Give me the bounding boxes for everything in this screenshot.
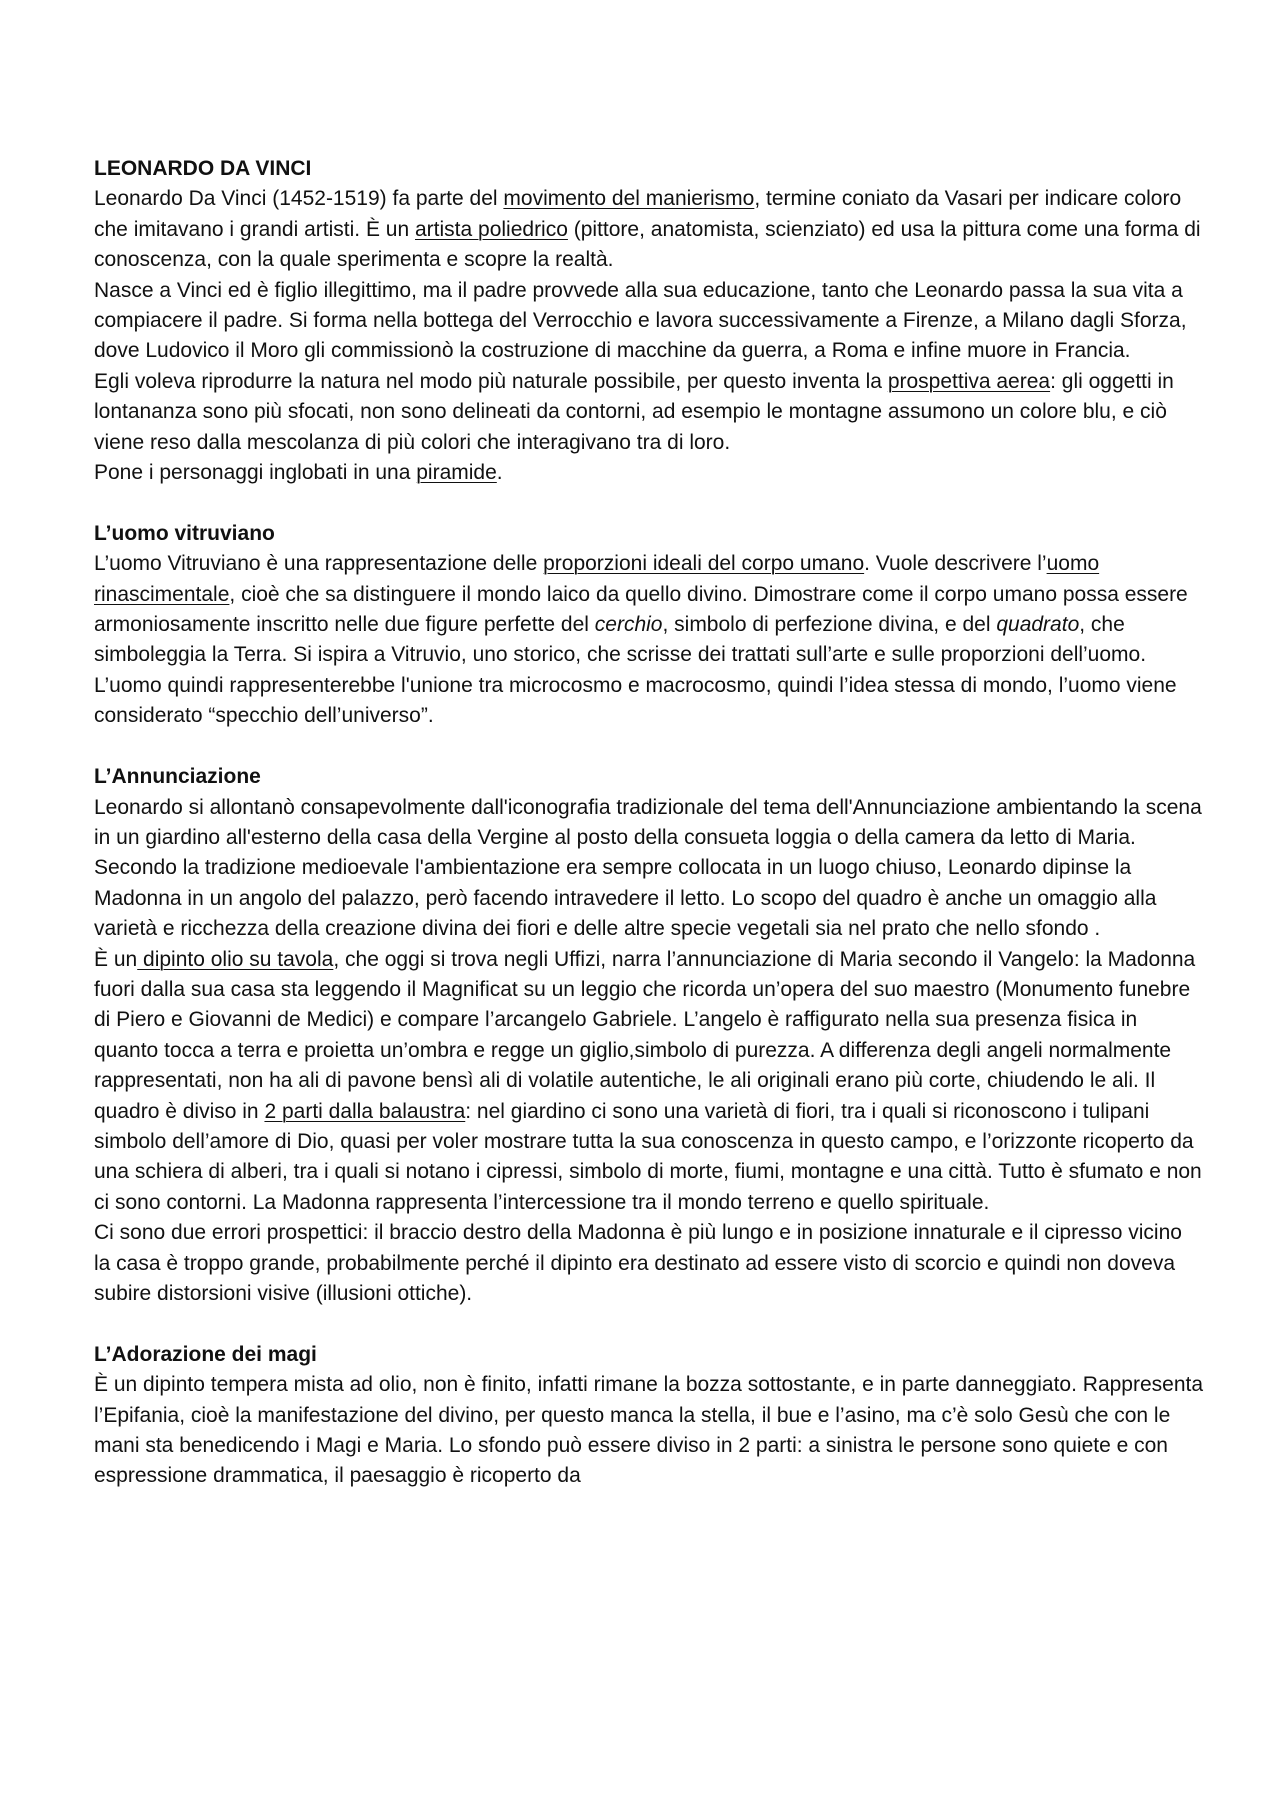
text-run: Pone i personaggi inglobati in una <box>94 461 417 485</box>
text-run: , che oggi si trova negli Uffizi, narra l’annunciazione di Maria secondo il Vangelo: la Madonna fuori dalla sua casa sta leggendo il Magnificat su un leggio che ricorda un’opera del suo maestro (Monumento funebre di Piero e Giovanni de Medici) e compare l’arcangelo Gabriele. L’angelo è raffigurato nella sua presenza fisica in quanto tocca a terra e proietta un’ombra e regge un giglio,simbolo di purezza. A differenza degli angeli normalmente rappresentati, non ha ali di pavone bensì ali di volatile autentiche, le ali originali erano più corte, chiudendo le ali. Il quadro è diviso in <box>94 947 1196 1123</box>
section-heading-annunciation: L’Annunciazione <box>94 765 261 789</box>
magi-paragraph-1: È un dipinto tempera mista ad olio, non è finito, infatti rimane la bozza sottostante, e in parte danneggiato. Rappresenta l’Epifania, cioè la manifestazione del divino, per questo manca la stella, il bue e l’asino, ma c’è solo Gesù che con le mani sta benedicendo i Magi e Maria. Lo sfondo può essere diviso in 2 parti: a sinistra le persone sono quiete e con espressione drammatica, il paesaggio è ricoperto da <box>94 1373 1204 1488</box>
text-run: . Vuole descrivere l’ <box>864 552 1047 576</box>
underlined-term-piramide: piramide <box>416 461 497 485</box>
text-run: : gli oggetti in lontananza sono più sfocati, non sono delineati da contorni, ad esempio le montagne assumono un colore blu, e ciò viene reso dalla mescolanza di più colori che interagivano tra di loro. <box>94 369 1174 454</box>
intro-paragraph-3 <box>94 367 1204 458</box>
underlined-term-poliedrico: artista poliedrico <box>415 217 568 241</box>
annunciation-paragraph-3: Ci sono due errori prospettici: il braccio destro della Madonna è più lungo e in posizione innaturale e il cipresso vicino la casa è troppo grande, probabilmente perché il dipinto era destinato ad essere visto di scorcio e quindi non doveva subire distorsioni visive (illusioni ottiche). <box>94 1221 1182 1305</box>
text-run: , cioè che sa distinguere il mondo laico da quello divino. Dimostrare come il corpo umano possa essere armoniosamente inscritto nelle due figure perfette del <box>94 582 1188 637</box>
text-run: , termine coniato da Vasari per indicare coloro che imitavano i grandi artisti. È un <box>94 187 1182 241</box>
text-run: : nel giardino ci sono una varietà di fiori, tra i quali si riconoscono i tulipani simbolo dell’amore di Dio, quasi per voler mostrare tutta la sua conoscenza in questo campo, e l’orizzonte ricoperto da una schiera di alberi, tra i quali si notano i cipressi, simbolo di morte, fiumi, montagne e una città. Tutto è sfumato e non ci sono contorni. La Madonna rappresenta l’intercessione tra il mondo terreno e quello spirituale. <box>94 1099 1202 1214</box>
underlined-term-uomo-rinascimentale: uomo rinascimentale <box>94 552 1100 606</box>
underlined-term-balaustra: 2 parti dalla balaustra <box>264 1099 466 1123</box>
section-heading-magi: L’Adorazione dei magi <box>94 1342 317 1366</box>
document-page <box>94 154 1204 1522</box>
document-title: LEONARDO DA VINCI <box>94 157 312 180</box>
text-run: (pittore, anatomista, scienziato) ed usa la pittura come una forma di conoscenza, con la quale sperimenta e scopre la realtà. <box>94 217 1201 272</box>
magi-section <box>94 1340 1204 1492</box>
underlined-term-prospettiva-aerea: prospettiva aerea <box>887 369 1051 393</box>
text-run: Leonardo Da Vinci (1452-1519) fa parte del <box>94 187 504 211</box>
text-run: . <box>496 461 503 485</box>
text-run: , che simboleggia la Terra. Si ispira a Vitruvio, uno storico, che scrisse dei trattati sull’arte e sulle proporzioni dell’uomo. L’uomo quindi rappresenterebbe l'unione tra microcosmo e macrocosmo, quindi l’idea stessa di mondo, l’uomo viene considerato “specchio dell’universo”. <box>94 613 1177 728</box>
italic-term-quadrato: quadrato <box>996 613 1080 637</box>
text-run: L’uomo Vitruviano è una rappresentazione delle <box>94 552 544 576</box>
underlined-term-manierismo: movimento del manierismo <box>503 187 755 211</box>
intro-paragraph-2: Nasce a Vinci ed è figlio illegittimo, ma il padre provvede alla sua educazione, tanto che Leonardo passa la sua vita a compiacere il padre. Si forma nella bottega del Verrocchio e lavora successivamente a Firenze, a Milano dagli Sforza, dove Ludovico il Moro gli commissionò la costruzione di macchine da guerra, a Roma e infine muore in Francia. <box>94 278 1187 363</box>
text-run: È un <box>94 947 138 971</box>
text-run: , simbolo di perfezione divina, e del <box>662 613 997 637</box>
intro-paragraph-4 <box>94 458 1204 488</box>
vitruvian-section <box>94 519 1204 732</box>
underlined-term-dipinto-olio: dipinto olio su tavola <box>137 947 334 971</box>
text-run: Egli voleva riprodurre la natura nel modo più naturale possibile, per questo inventa la <box>94 369 888 393</box>
annunciation-paragraph-2 <box>94 945 1204 1219</box>
intro-paragraph-1 <box>94 184 1204 275</box>
annunciation-paragraph-1: Leonardo si allontanò consapevolmente dall'iconografia tradizionale del tema dell'Annunciazione ambientando la scena in un giardino all'esterno della casa della Vergine al posto della consueta loggia o della camera da letto di Maria. Secondo la tradizione medioevale l'ambientazione era sempre collocata in un luogo chiuso, Leonardo dipinse la Madonna in un angolo del palazzo, però facendo intravedere il letto. Lo scopo del quadro è anche un omaggio alla varietà e ricchezza della creazione divina dei fiori e delle altre specie vegetali sia nel prato che nello sfondo . <box>94 795 1202 941</box>
underlined-term-proporzioni: proporzioni ideali del corpo umano <box>543 552 865 576</box>
vitruvian-paragraph <box>94 549 1204 731</box>
italic-term-cerchio: cerchio <box>594 613 663 637</box>
intro-section <box>94 154 1204 488</box>
section-heading-vitruvian: L’uomo vitruviano <box>94 521 275 545</box>
annunciation-section <box>94 762 1204 1309</box>
